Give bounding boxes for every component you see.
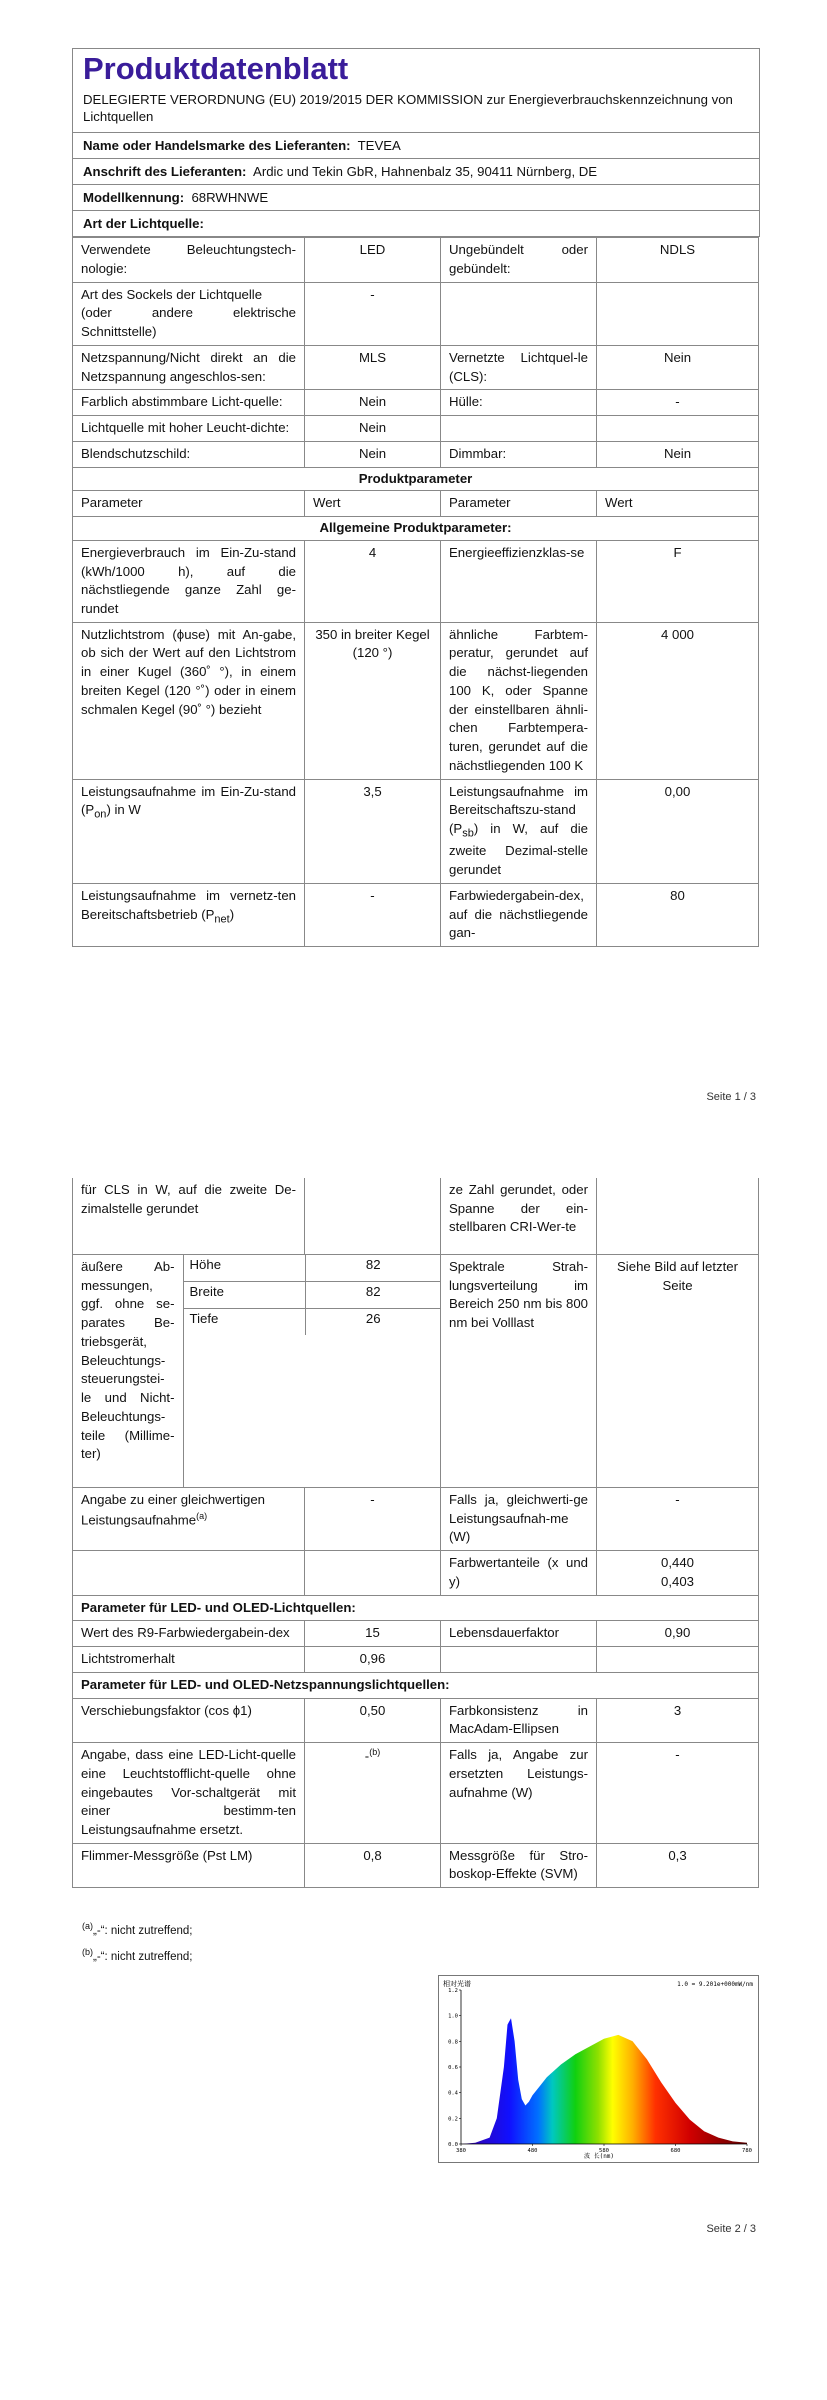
table-row: [73, 1595, 759, 1621]
column-header-parameter: Parameter: [73, 491, 305, 517]
dimmable-label: Dimmbar:: [441, 441, 597, 467]
y-tick-label: 0.6: [448, 2065, 458, 2071]
cri-label: Farbwiedergabein-dex, auf die nächstliegende gan-: [441, 883, 597, 946]
technology-value: LED: [305, 238, 441, 282]
y-tick-label: 1.2: [448, 1988, 458, 1994]
tunable-label: Farblich abstimmbare Licht-quelle:: [73, 390, 305, 416]
cap-type-label-line2: (oder andere elektrische Schnittstelle): [81, 305, 296, 340]
replacement-claim-value: [305, 1743, 441, 1844]
table-row: [73, 390, 759, 416]
chart-legend: 1.0 = 9.201e+000mW/nm: [677, 1981, 753, 1988]
r9-value: 15: [305, 1621, 441, 1647]
mains-value: MLS: [305, 345, 441, 389]
chromaticity-y: 0,403: [660, 1573, 694, 1589]
cap-type-label: [73, 282, 305, 345]
footnote-text: „-“: nicht zutreffend;: [93, 1950, 193, 1963]
subscript: net: [214, 913, 230, 926]
mains-parameters-heading: Parameter für LED- und OLED-Netzspannungslichtquellen:: [73, 1672, 759, 1698]
supplier-address-row: [73, 158, 759, 184]
useful-flux-label: Nutzlichtstrom (ϕuse) mit An-gabe, ob sich der Wert auf den Lichtstrom in einer Kugel (360˚ °), in einem breiten Kegel (120 °˚) oder in einem schmalen Kegel (90˚ °) bezieht: [73, 622, 305, 779]
tunable-value: Nein: [305, 390, 441, 416]
spectrum-chart: [439, 1976, 758, 2162]
model-row: [73, 184, 759, 210]
table-row: [73, 779, 759, 883]
dimensions-cell: [73, 1255, 441, 1488]
power-factor-label: Verschiebungsfaktor (cos ϕ1): [73, 1698, 305, 1742]
high-luminance-label: Lichtquelle mit hoher Leucht-dichte:: [73, 416, 305, 442]
table-row: [73, 491, 759, 517]
svm-label: Messgröße für Stro-boskop-Effekte (SVM): [441, 1843, 597, 1887]
table-row: [73, 1743, 759, 1844]
empty-cell: [305, 1551, 441, 1595]
energy-consumption-label: Energieverbrauch im Ein-Zu-stand (kWh/1000 h), auf die nächstliegende ganze Zahl ge-rundet: [73, 540, 305, 622]
table-row: [73, 1698, 759, 1742]
x-tick-label: 680: [670, 2148, 681, 2154]
footnote-marker: (b): [369, 1747, 381, 1758]
width-label: Breite: [183, 1281, 305, 1308]
r9-label: Wert des R9-Farbwiedergabein-dex: [73, 1621, 305, 1647]
empty-cell: [597, 1647, 759, 1673]
on-mode-power-value: 3,5: [305, 779, 441, 883]
cri-label-cont: ze Zahl gerundet, oder Spanne der ein-stellbaren CRI-Wer-te: [441, 1178, 597, 1255]
empty-cell: [597, 416, 759, 442]
light-source-type-table: [72, 237, 759, 947]
networked-standby-label-end: ): [229, 906, 235, 922]
empty-cell: [441, 282, 597, 345]
table-row: [73, 1843, 759, 1887]
footnote-marker: (b): [82, 1947, 93, 1957]
mains-label: Netzspannung/Nicht direkt an die Netzspannung angeschlos-sen:: [73, 345, 305, 389]
envelope-value: -: [597, 390, 759, 416]
chromaticity-value: [597, 1551, 759, 1595]
equivalent-power2-label: Falls ja, gleichwerti-ge Leistungsaufnah-me (W): [441, 1488, 597, 1551]
x-tick-label: 580: [599, 2148, 609, 2154]
flicker-value: 0,8: [305, 1843, 441, 1887]
cri-value: 80: [597, 883, 759, 946]
table-row: [73, 416, 759, 442]
model-label: Modellkennung:: [83, 190, 185, 206]
cap-type-value: -: [305, 282, 441, 345]
page-number: Seite 2 / 3: [706, 2223, 756, 2235]
standby-power-label: [441, 779, 597, 883]
networked-standby-value: -: [305, 883, 441, 946]
standby-power-label-text: Leistungsaufnahme im Bereitschaftszu-stand (P: [449, 783, 588, 837]
lumen-maintenance-label: Lichtstromerhalt: [73, 1647, 305, 1673]
footnote-a: [82, 1921, 193, 1937]
supplier-name-row: [73, 132, 759, 158]
table-row: [73, 1255, 441, 1281]
footnote-text: „-“: nicht zutreffend;: [93, 1924, 193, 1937]
table-row: [73, 1488, 759, 1551]
standby-power-label-end: ) in W, auf die zweite Dezimal-stelle gerundet: [449, 821, 588, 878]
supplier-address-value: Ardic und Tekin GbR, Hahnenbalz 35, 90411 Nürnberg, DE: [253, 164, 598, 180]
macadam-label: Farbkonsistenz in MacAdam-Ellipsen: [441, 1698, 597, 1742]
table-row: [73, 1621, 759, 1647]
x-tick-label: 780: [742, 2148, 752, 2154]
cap-type-label-line1: Art des Sockels der Lichtquelle: [81, 286, 263, 302]
connected-label: Vernetzte Lichtquel-le (CLS):: [441, 345, 597, 389]
x-tick-label: 380: [456, 2148, 466, 2154]
networked-standby-label-cont: für CLS in W, auf die zweite De-zimalstelle gerundet: [73, 1178, 305, 1255]
table-row: [73, 622, 759, 779]
empty-cell: [597, 1178, 759, 1255]
dimensions-table: [73, 1255, 441, 1487]
anti-glare-value: Nein: [305, 441, 441, 467]
spectrum-image: [438, 1975, 759, 2163]
table-row: [73, 238, 759, 282]
footnote-b: [82, 1947, 193, 1963]
led-parameters-heading: Parameter für LED- und OLED-Lichtquellen:: [73, 1595, 759, 1621]
useful-flux-value: 350 in breiter Kegel (120 °): [305, 622, 441, 779]
table-row: [73, 345, 759, 389]
replaced-power-value: -: [597, 1743, 759, 1844]
table-row: [73, 540, 759, 622]
empty-cell: [441, 1647, 597, 1673]
page-2: [72, 1178, 760, 1918]
supplier-name-value: TEVEA: [357, 138, 401, 154]
equivalent-power-value: -: [305, 1488, 441, 1551]
table-row: [73, 1178, 759, 1255]
table-row: [73, 883, 759, 946]
lumen-maintenance-value: 0,96: [305, 1647, 441, 1673]
networked-standby-label-text: Leistungsaufnahme im vernetz-ten Bereitschaftsbetrieb (P: [81, 887, 296, 922]
y-tick-label: 1.0: [448, 2013, 458, 2020]
technology-label: Verwendete Beleuchtungstech-nologie:: [73, 238, 305, 282]
table-row: [73, 1255, 759, 1488]
model-value: 68RWHNWE: [191, 190, 269, 206]
energy-consumption-value: 4: [305, 540, 441, 622]
equivalent-power-label-text: Angabe zu einer gleichwertigen Leistungsaufnahme: [81, 1492, 266, 1528]
product-parameters-table-continued: [72, 1178, 759, 1888]
table-row: [73, 467, 759, 491]
supplier-address-label: Anschrift des Lieferanten:: [83, 164, 247, 180]
table-row: [73, 1647, 759, 1673]
replaced-power-label: Falls ja, Angabe zur ersetzten Leistungs-aufnahme (W): [441, 1743, 597, 1844]
replacement-claim-label: Angabe, dass eine LED-Licht-quelle eine Leuchtstofflicht-quelle ohne eingebautes Vor-schaltgerät mit einer bestimm-ten Leistungsaufnahme ersetzt.: [73, 1743, 305, 1844]
table-row: [73, 282, 759, 345]
column-header-parameter: Parameter: [441, 491, 597, 517]
subscript: sb: [462, 827, 474, 840]
depth-value: 26: [305, 1309, 441, 1335]
chromaticity-x: 0,440: [660, 1555, 694, 1571]
on-mode-power-label-text: Leistungsaufnahme im Ein-Zu-stand (P: [81, 783, 296, 818]
footnote-marker: (a): [196, 1510, 208, 1521]
high-luminance-value: Nein: [305, 416, 441, 442]
spectral-distribution-label: Spektrale Strah-lungsverteilung im Bereich 250 nm bis 800 nm bei Volllast: [441, 1255, 597, 1488]
cct-value: 4 000: [597, 622, 759, 779]
survival-factor-label: Lebensdauerfaktor: [441, 1621, 597, 1647]
efficiency-class-value: F: [597, 540, 759, 622]
replacement-claim-value-text: -: [364, 1748, 370, 1764]
y-tick-label: 0.4: [448, 2090, 458, 2097]
width-value: 82: [305, 1281, 441, 1308]
power-factor-value: 0,50: [305, 1698, 441, 1742]
on-mode-power-label-end: ) in W: [106, 802, 141, 818]
empty-cell: [305, 1178, 441, 1255]
table-row: [73, 1672, 759, 1698]
directional-label: Ungebündelt oder gebündelt:: [441, 238, 597, 282]
subscript: on: [94, 809, 107, 821]
depth-label: Tiefe: [183, 1309, 305, 1335]
equivalent-power2-value: -: [597, 1488, 759, 1551]
y-tick-label: 0.8: [448, 2039, 458, 2046]
page-1: [72, 48, 760, 1086]
connected-value: Nein: [597, 345, 759, 389]
x-axis-label: 波 长(nm): [583, 2153, 615, 2160]
table-row: [73, 1551, 759, 1595]
survival-factor-value: 0,90: [597, 1621, 759, 1647]
spectral-distribution-value: Siehe Bild auf letzter Seite: [597, 1255, 759, 1488]
height-value: 82: [305, 1255, 441, 1281]
general-parameters-heading: Allgemeine Produktparameter:: [73, 517, 759, 541]
y-tick-label: 0.0: [448, 2142, 458, 2148]
efficiency-class-label: Energieeffizienzklas-se: [441, 540, 597, 622]
table-row: [73, 517, 759, 541]
chromaticity-label: Farbwertanteile (x und y): [441, 1551, 597, 1595]
anti-glare-label: Blendschutzschild:: [73, 441, 305, 467]
datasheet-header: [72, 48, 760, 237]
standby-power-value: 0,00: [597, 779, 759, 883]
y-tick-label: 0.2: [448, 2116, 458, 2123]
empty-cell: [183, 1335, 305, 1487]
column-header-value: Wert: [597, 491, 759, 517]
page-title: Produktdatenblatt: [83, 51, 349, 86]
column-header-value: Wert: [305, 491, 441, 517]
footnote-marker: (a): [82, 1921, 93, 1931]
table-row: [73, 441, 759, 467]
networked-standby-label: [73, 883, 305, 946]
page-number: Seite 1 / 3: [706, 1091, 756, 1103]
regulation-subtitle: DELEGIERTE VERORDNUNG (EU) 2019/2015 DER KOMMISSION zur Energieverbrauchskennzeichnung von Lichtquellen: [83, 91, 733, 125]
cct-label: ähnliche Farbtem-peratur, gerundet auf die nächst-liegenden 100 K, oder Spanne der einstellbaren ähnli-chen Farbtempera-turen, gerundet auf die nächstliegenden 100 K: [441, 622, 597, 779]
envelope-label: Hülle:: [441, 390, 597, 416]
on-mode-power-label: [73, 779, 305, 883]
chart-title: 相对光谱: [443, 1980, 471, 1988]
empty-cell: [73, 1551, 305, 1595]
product-parameters-heading: Produktparameter: [73, 467, 759, 491]
supplier-name-label: Name oder Handelsmarke des Lieferanten:: [83, 138, 351, 154]
spectrum-area: [461, 2018, 747, 2144]
directional-value: NDLS: [597, 238, 759, 282]
flicker-label: Flimmer-Messgröße (Pst LM): [73, 1843, 305, 1887]
svm-value: 0,3: [597, 1843, 759, 1887]
x-tick-label: 480: [527, 2148, 538, 2154]
equivalent-power-label: [73, 1488, 305, 1551]
macadam-value: 3: [597, 1698, 759, 1742]
empty-cell: [597, 282, 759, 345]
light-source-type-heading: Art der Lichtquelle:: [73, 210, 759, 236]
dimmable-value: Nein: [597, 441, 759, 467]
empty-cell: [441, 416, 597, 442]
height-label: Höhe: [183, 1255, 305, 1281]
dimensions-label: äußere Ab-messungen, ggf. ohne se-parates Be-triebsgerät, Beleuchtungs-steuerungstei-le und Nicht-Beleuchtungs-teile (Millime-ter): [73, 1255, 183, 1487]
empty-cell: [305, 1335, 441, 1487]
